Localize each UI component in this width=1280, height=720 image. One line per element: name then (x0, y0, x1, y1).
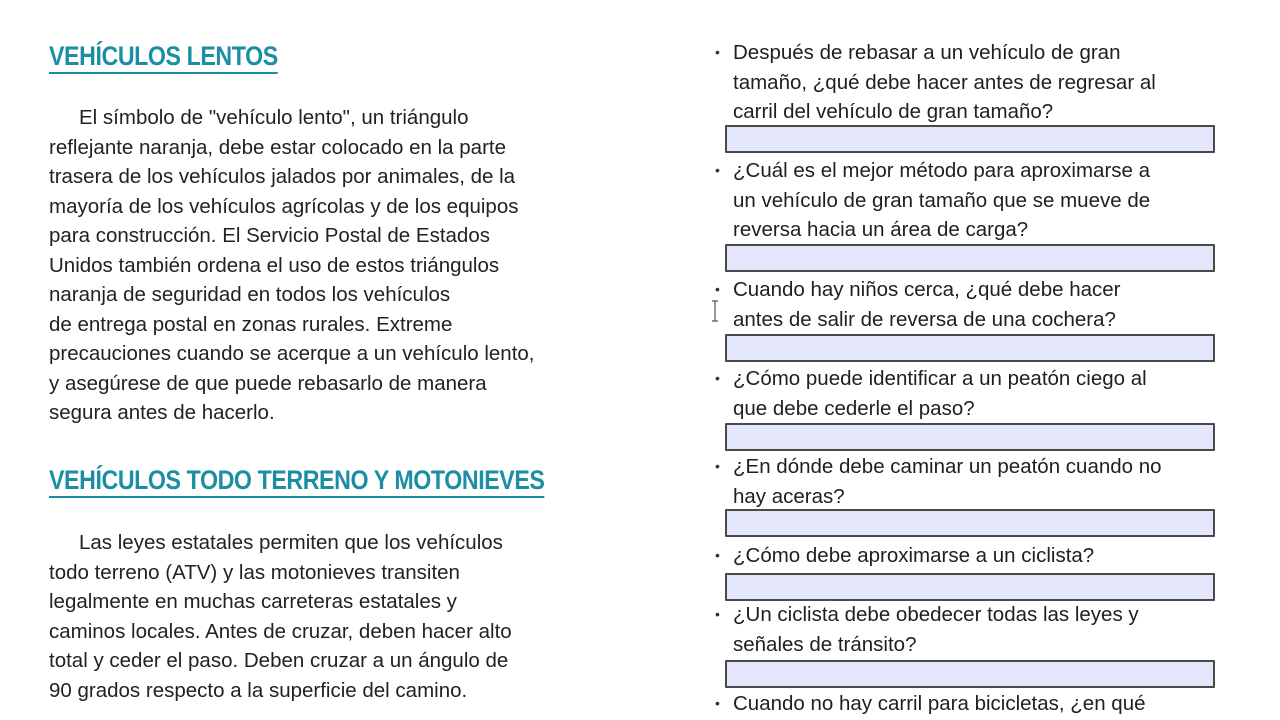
paragraph-line: trasera de los vehículos jalados por animales, de la (49, 165, 516, 188)
answer-field[interactable] (725, 125, 1215, 153)
question-line: que debe cederle el paso? (733, 396, 975, 420)
paragraph-line: Las leyes estatales permiten que los vehículos (79, 531, 503, 554)
question-text (733, 38, 1156, 127)
heading-slow-vehicles: VEHÍCULOS LENTOS (49, 40, 278, 74)
bullet-icon: • (715, 370, 720, 386)
question-line: ¿Cómo debe aproximarse a un ciclista? (733, 544, 1095, 567)
question-line: Cuando no hay carril para bicicletas, ¿en qué (733, 692, 1146, 715)
paragraph-line: segura antes de hacerlo. (49, 401, 275, 424)
answer-field[interactable] (725, 509, 1215, 537)
question-text (733, 275, 1120, 334)
question-line: carril del vehículo de gran tamaño? (733, 100, 1054, 123)
bullet-icon: • (715, 162, 720, 178)
question-text (733, 541, 1094, 571)
bullet-icon: • (715, 281, 720, 297)
paragraph-line: naranja de seguridad en todos los vehículos (49, 283, 451, 306)
paragraph-line: legalmente en muchas carreteras estatales y (49, 590, 457, 613)
paragraph-line: precauciones cuando se acerque a un vehículo lento, (49, 342, 535, 365)
bullet-icon: • (715, 606, 720, 622)
question-line: ¿En dónde debe caminar un peatón cuando no (733, 455, 1162, 478)
question-line: Cuando hay niños cerca, ¿qué debe hacer (733, 278, 1121, 301)
paragraph-line: para construcción. El Servicio Postal de Estados (49, 224, 490, 247)
question-text (733, 452, 1162, 511)
question-text (733, 156, 1150, 245)
bullet-icon: • (715, 547, 720, 563)
paragraph-line: Unidos también ordena el uso de estos triángulos (49, 253, 500, 277)
paragraph-line: El símbolo de "vehículo lento", un triángulo (79, 106, 469, 129)
bullet-icon: • (715, 695, 720, 711)
question-line: un vehículo de gran tamaño que se mueve de (733, 188, 1151, 212)
question-text (733, 600, 1139, 659)
paragraph-line: mayoría de los vehículos agrícolas y de los equipos (49, 194, 519, 218)
paragraph-line: todo terreno (ATV) y las motonieves transiten (49, 560, 460, 584)
question-line: señales de tránsito? (733, 632, 917, 656)
questions-column (715, 0, 1255, 720)
answer-field[interactable] (725, 660, 1215, 688)
question-line: ¿Un ciclista debe obedecer todas las leyes y (733, 603, 1139, 626)
question-line: antes de salir de reversa de una cochera? (733, 307, 1116, 331)
question-text (733, 689, 1146, 719)
paragraph-line: y asegúrese de que puede rebasarlo de manera (49, 371, 487, 395)
heading-atv-snowmobiles: VEHÍCULOS TODO TERRENO Y MOTONIEVES (49, 464, 544, 498)
bullet-icon: • (715, 44, 720, 60)
question-line: tamaño, ¿qué debe hacer antes de regresar al (733, 70, 1156, 94)
text-cursor-icon (711, 300, 719, 322)
question-line: Después de rebasar a un vehículo de gran (733, 41, 1121, 64)
bullet-icon: • (715, 458, 720, 474)
paragraph-line: caminos locales. Antes de cruzar, deben hacer alto (49, 619, 512, 643)
question-line: ¿Cómo puede identificar a un peatón ciego al (733, 367, 1147, 390)
paragraph-slow-vehicles (49, 103, 649, 428)
answer-field[interactable] (725, 244, 1215, 272)
paragraph-line: reflejante naranja, debe estar colocado en la parte (49, 135, 507, 159)
paragraph-line: de entrega postal en zonas rurales. Extreme (49, 312, 453, 336)
answer-field[interactable] (725, 334, 1215, 362)
answer-field[interactable] (725, 573, 1215, 601)
question-text (733, 364, 1147, 423)
question-line: ¿Cuál es el mejor método para aproximarse a (733, 159, 1151, 182)
paragraph-line: 90 grados respecto a la superficie del camino. (49, 678, 468, 702)
question-line: hay aceras? (733, 484, 845, 508)
paragraph-line: total y ceder el paso. Deben cruzar a un ángulo de (49, 649, 509, 672)
answer-field[interactable] (725, 423, 1215, 451)
question-line: reversa hacia un área de carga? (733, 218, 1029, 241)
paragraph-atv-snowmobiles (49, 528, 649, 705)
